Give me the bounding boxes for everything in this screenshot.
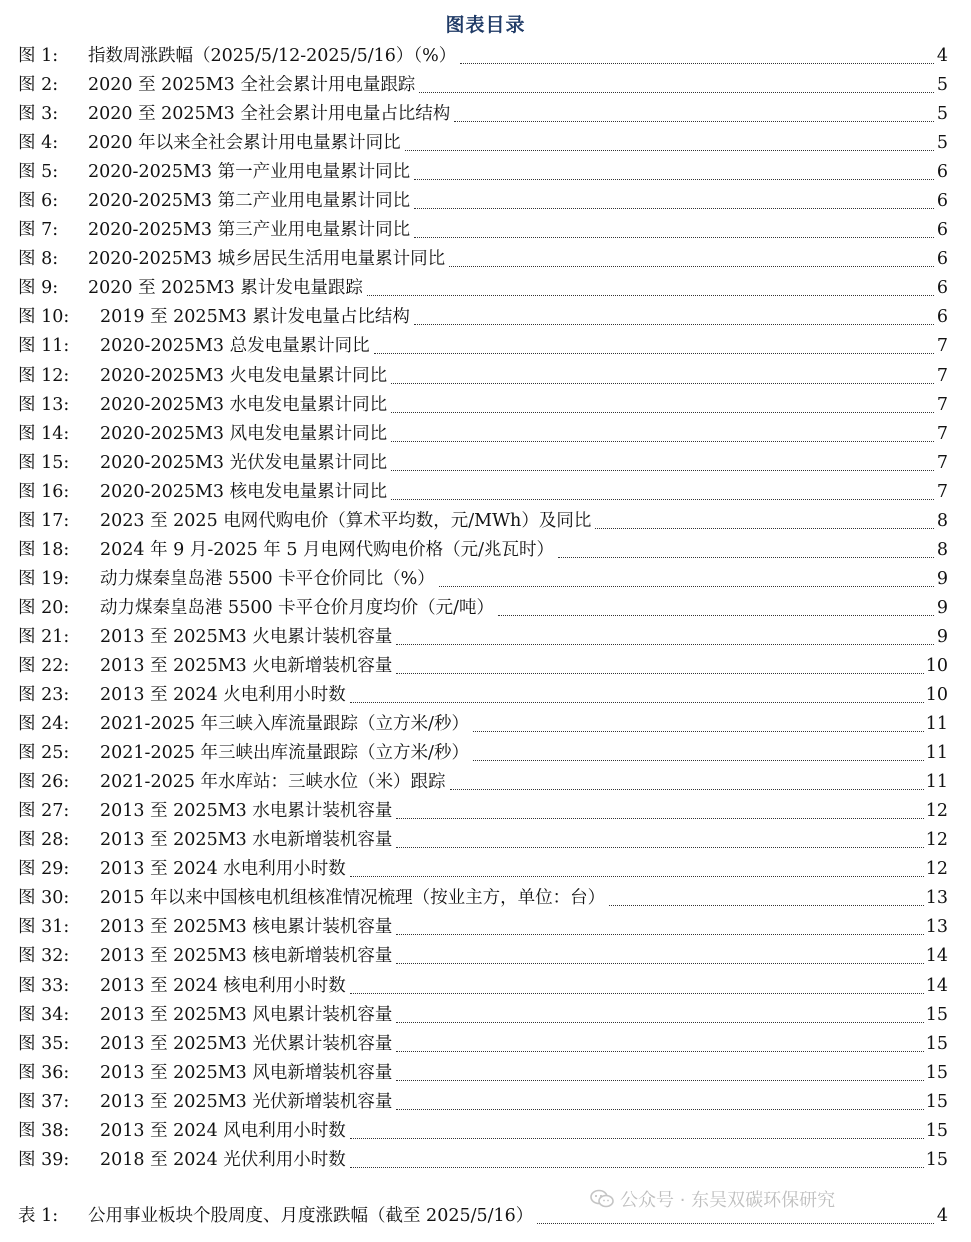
- entry-page-number: 15: [925, 1091, 948, 1112]
- entry-page-number: 7: [936, 452, 948, 473]
- entry-page-number: 7: [936, 365, 948, 386]
- entry-title: 2020 年以来全社会累计用电量累计同比: [88, 133, 401, 154]
- toc-figure-entry[interactable]: [18, 1001, 948, 1030]
- dot-leader: [450, 789, 924, 790]
- dot-leader: [391, 441, 934, 442]
- dot-leader: [391, 470, 934, 471]
- dot-leader: [396, 1109, 923, 1110]
- entry-title: 2013 至 2025M3 水电新增装机容量: [100, 830, 393, 851]
- entry-page-number: 10: [925, 685, 948, 706]
- toc-figure-entry[interactable]: [18, 42, 948, 71]
- entry-page-number: 15: [925, 1004, 948, 1025]
- entry-page-number: 11: [925, 743, 948, 764]
- toc-figure-entry[interactable]: [18, 739, 948, 768]
- toc-figure-entry[interactable]: [18, 420, 948, 449]
- entry-title: 2013 至 2025M3 核电累计装机容量: [100, 917, 393, 938]
- entry-title: 指数周涨跌幅（2025/5/12-2025/5/16）（%）: [88, 46, 457, 67]
- toc-figure-entry[interactable]: [18, 913, 948, 942]
- entry-title: 2020 至 2025M3 全社会累计用电量跟踪: [88, 75, 416, 96]
- entry-title: 2020-2025M3 总发电量累计同比: [100, 336, 370, 357]
- toc-figure-entry[interactable]: [18, 623, 948, 652]
- entry-title: 2013 至 2024 火电利用小时数: [100, 685, 346, 706]
- entry-number: 图 25:: [18, 743, 70, 764]
- dot-leader: [405, 150, 934, 151]
- entry-title: 2020 至 2025M3 累计发电量跟踪: [88, 278, 363, 299]
- toc-figure-entry[interactable]: [18, 332, 948, 361]
- entry-number: 图 1:: [18, 46, 59, 67]
- entry-page-number: 12: [925, 859, 948, 880]
- entry-number: 图 10:: [18, 307, 70, 328]
- entry-number: 图 26:: [18, 772, 70, 793]
- toc-figure-entry[interactable]: [18, 216, 948, 245]
- entry-page-number: 14: [925, 946, 948, 967]
- dot-leader: [419, 92, 934, 93]
- toc-figure-entry[interactable]: [18, 884, 948, 913]
- entry-page-number: 5: [936, 104, 948, 125]
- entry-title: 2021-2025 年三峡入库流量跟踪（立方米/秒）: [100, 714, 469, 735]
- entry-number: 图 23:: [18, 685, 70, 706]
- toc-figure-entry[interactable]: [18, 1088, 948, 1117]
- dot-leader: [396, 1051, 923, 1052]
- entry-page-number: 12: [925, 801, 948, 822]
- dot-leader: [350, 993, 924, 994]
- entry-title: 2013 至 2025M3 火电新增装机容量: [100, 656, 393, 676]
- entry-page-number: 7: [936, 481, 948, 502]
- entry-title: 2020-2025M3 水电发电量累计同比: [100, 394, 388, 415]
- entry-page-number: 7: [936, 394, 948, 415]
- entry-number: 图 21:: [18, 626, 70, 647]
- entry-number: 图 27:: [18, 801, 70, 822]
- entry-page-number: 9: [936, 568, 948, 589]
- dot-leader: [595, 528, 934, 529]
- entry-title: 2013 至 2025M3 水电累计装机容量: [100, 801, 393, 822]
- entry-title: 2021-2025 年三峡出库流量跟踪（立方米/秒）: [100, 743, 469, 764]
- entry-title: 2023 至 2025 电网代购电价（算术平均数，元/MWh）及同比: [100, 510, 592, 531]
- dot-leader: [396, 847, 923, 848]
- entry-number: 图 18:: [18, 539, 70, 560]
- entry-title: 2020-2025M3 光伏发电量累计同比: [100, 452, 388, 473]
- entry-title: 2021-2025 年水库站：三峡水位（米）跟踪: [100, 772, 446, 793]
- dot-leader: [396, 963, 923, 964]
- entry-title: 2020-2025M3 第二产业用电量累计同比: [88, 191, 411, 212]
- dot-leader: [396, 1080, 923, 1081]
- dot-leader: [414, 324, 934, 325]
- entry-number: 图 37:: [18, 1091, 70, 1112]
- toc-figure-entry[interactable]: [18, 565, 948, 594]
- dot-leader: [396, 673, 923, 674]
- toc-figure-entry[interactable]: [18, 536, 948, 565]
- entry-number: 表 1:: [18, 1206, 59, 1227]
- toc-figure-entry[interactable]: [18, 507, 948, 536]
- entry-page-number: 10: [925, 656, 948, 676]
- entry-title: 2020-2025M3 第一产业用电量累计同比: [88, 162, 411, 183]
- entry-number: 图 17:: [18, 510, 70, 531]
- entry-number: 图 15:: [18, 452, 70, 473]
- figure-list: [18, 42, 948, 1175]
- entry-title: 2020-2025M3 第三产业用电量累计同比: [88, 220, 411, 241]
- toc-figure-entry[interactable]: [18, 303, 948, 332]
- entry-title: 2013 至 2025M3 风电累计装机容量: [100, 1004, 393, 1025]
- entry-page-number: 15: [925, 1120, 948, 1141]
- dot-leader: [460, 63, 934, 64]
- toc-figure-entry[interactable]: [18, 449, 948, 478]
- toc-figure-entry[interactable]: [18, 187, 948, 216]
- entry-page-number: 15: [925, 1033, 948, 1054]
- toc-figure-entry[interactable]: [18, 274, 948, 303]
- toc-figure-entry[interactable]: [18, 100, 948, 129]
- entry-number: 图 6:: [18, 191, 59, 212]
- dot-leader: [609, 905, 924, 906]
- entry-page-number: 13: [925, 917, 948, 938]
- dot-leader: [391, 499, 934, 500]
- toc-figure-entry[interactable]: [18, 972, 948, 1001]
- entry-title: 2019 至 2025M3 累计发电量占比结构: [100, 307, 410, 328]
- entry-page-number: 15: [925, 1149, 948, 1170]
- dot-leader: [473, 760, 924, 761]
- entry-page-number: 9: [936, 597, 948, 618]
- dot-leader: [558, 557, 934, 558]
- toc-figure-entry[interactable]: [18, 245, 948, 274]
- dot-leader: [537, 1223, 934, 1224]
- toc-figure-entry[interactable]: [18, 1030, 948, 1059]
- entry-title: 2013 至 2024 核电利用小时数: [100, 975, 346, 996]
- toc-figure-entry[interactable]: [18, 1059, 948, 1088]
- toc-figure-entry[interactable]: [18, 362, 948, 391]
- dot-leader: [350, 1167, 924, 1168]
- entry-number: 图 32:: [18, 946, 70, 967]
- entry-number: 图 16:: [18, 481, 70, 502]
- entry-title: 2013 至 2025M3 核电新增装机容量: [100, 946, 393, 967]
- entry-number: 图 19:: [18, 568, 70, 589]
- entry-number: 图 5:: [18, 162, 59, 183]
- entry-number: 图 36:: [18, 1062, 70, 1083]
- entry-number: 图 22:: [18, 656, 70, 676]
- toc-figure-entry[interactable]: [18, 652, 948, 681]
- dot-leader: [350, 702, 924, 703]
- toc-figure-entry[interactable]: [18, 855, 948, 884]
- toc-figure-entry[interactable]: [18, 1117, 948, 1146]
- entry-number: 图 33:: [18, 975, 70, 996]
- toc-figure-entry[interactable]: [18, 158, 948, 187]
- entry-title: 2013 至 2025M3 风电新增装机容量: [100, 1062, 393, 1083]
- entry-page-number: 6: [936, 191, 948, 212]
- entry-number: 图 39:: [18, 1149, 70, 1170]
- entry-number: 图 12:: [18, 365, 70, 386]
- watermark-text: 公众号 · 东吴双碳环保研究: [620, 1190, 836, 1211]
- entry-page-number: 15: [925, 1062, 948, 1083]
- dot-leader: [391, 383, 934, 384]
- entry-number: 图 24:: [18, 714, 70, 735]
- entry-page-number: 6: [936, 249, 948, 270]
- entry-page-number: 9: [936, 626, 948, 647]
- entry-number: 图 11:: [18, 336, 70, 357]
- dot-leader: [374, 353, 934, 354]
- dot-leader: [396, 818, 923, 819]
- entry-page-number: 11: [925, 714, 948, 735]
- entry-page-number: 6: [936, 162, 948, 183]
- toc-figure-entry[interactable]: [18, 768, 948, 797]
- entry-title: 2013 至 2025M3 光伏新增装机容量: [100, 1091, 393, 1112]
- entry-title: 公用事业板块个股周度、月度涨跌幅（截至 2025/5/16）: [88, 1206, 534, 1227]
- entry-page-number: 7: [936, 336, 948, 357]
- entry-title: 2015 年以来中国核电机组核准情况梳理（按业主方，单位：台）: [100, 888, 606, 909]
- dot-leader: [439, 586, 934, 587]
- entry-number: 图 8:: [18, 249, 59, 270]
- entry-title: 2013 至 2025M3 火电累计装机容量: [100, 626, 393, 647]
- dot-leader: [391, 412, 934, 413]
- entry-number: 图 30:: [18, 888, 70, 909]
- entry-title: 2020 至 2025M3 全社会累计用电量占比结构: [88, 104, 451, 125]
- toc-figure-entry[interactable]: [18, 826, 948, 855]
- entry-page-number: 11: [925, 772, 948, 793]
- dot-leader: [414, 179, 934, 180]
- toc-figure-entry[interactable]: [18, 710, 948, 739]
- entry-page-number: 6: [936, 307, 948, 328]
- toc-figure-entry[interactable]: [18, 129, 948, 158]
- entry-page-number: 4: [936, 1206, 948, 1227]
- entry-page-number: 5: [936, 133, 948, 154]
- entry-page-number: 4: [936, 46, 948, 67]
- entry-number: 图 3:: [18, 104, 59, 125]
- dot-leader: [367, 295, 934, 296]
- entry-title: 2020-2025M3 核电发电量累计同比: [100, 481, 388, 502]
- entry-number: 图 31:: [18, 917, 70, 938]
- watermark: [590, 1185, 835, 1213]
- entry-page-number: 6: [936, 278, 948, 299]
- toc-figure-entry[interactable]: [18, 594, 948, 623]
- entry-number: 图 20:: [18, 597, 70, 618]
- dot-leader: [396, 934, 923, 935]
- toc-figure-entry[interactable]: [18, 797, 948, 826]
- entry-title: 2020-2025M3 火电发电量累计同比: [100, 365, 388, 386]
- toc-figure-entry[interactable]: [18, 681, 948, 710]
- entry-page-number: 6: [936, 220, 948, 241]
- entry-title: 2020-2025M3 风电发电量累计同比: [100, 423, 388, 444]
- dot-leader: [414, 237, 934, 238]
- entry-number: 图 13:: [18, 394, 70, 415]
- entry-title: 2020-2025M3 城乡居民生活用电量累计同比: [88, 249, 446, 270]
- entry-title: 2013 至 2024 水电利用小时数: [100, 859, 346, 880]
- entry-page-number: 7: [936, 423, 948, 444]
- page-title: 图表目录: [445, 14, 526, 36]
- entry-number: 图 34:: [18, 1004, 70, 1025]
- entry-page-number: 14: [925, 975, 948, 996]
- entry-title: 2018 至 2024 光伏利用小时数: [100, 1149, 346, 1170]
- entry-page-number: 8: [936, 510, 948, 531]
- entry-number: 图 38:: [18, 1120, 70, 1141]
- entry-page-number: 12: [925, 830, 948, 851]
- toc-figure-entry[interactable]: [18, 391, 948, 420]
- entry-title: 2013 至 2025M3 光伏累计装机容量: [100, 1033, 393, 1054]
- wechat-icon: [590, 1189, 614, 1209]
- dot-leader: [396, 644, 934, 645]
- dot-leader: [454, 121, 934, 122]
- dot-leader: [350, 1138, 924, 1139]
- dot-leader: [473, 731, 924, 732]
- entry-number: 图 9:: [18, 278, 59, 299]
- toc-figure-entry[interactable]: [18, 942, 948, 971]
- toc-figure-entry[interactable]: [18, 1146, 948, 1175]
- entry-title: 2013 至 2024 风电利用小时数: [100, 1120, 346, 1141]
- entry-number: 图 14:: [18, 423, 70, 444]
- dot-leader: [396, 1022, 923, 1023]
- entry-number: 图 28:: [18, 830, 70, 851]
- entry-title: 2024 年 9 月-2025 年 5 月电网代购电价格（元/兆瓦时）: [100, 539, 555, 560]
- entry-page-number: 13: [925, 888, 948, 909]
- entry-number: 图 4:: [18, 133, 59, 154]
- entry-page-number: 8: [936, 539, 948, 560]
- entry-page-number: 5: [936, 75, 948, 96]
- entry-title: 动力煤秦皇岛港 5500 卡平仓价月度均价（元/吨）: [100, 597, 495, 618]
- toc-figure-entry[interactable]: [18, 71, 948, 100]
- dot-leader: [350, 876, 924, 877]
- toc-figure-entry[interactable]: [18, 478, 948, 507]
- dot-leader: [449, 266, 934, 267]
- entry-title: 动力煤秦皇岛港 5500 卡平仓价同比（%）: [100, 568, 435, 589]
- dot-leader: [498, 615, 934, 616]
- entry-number: 图 7:: [18, 220, 59, 241]
- entry-number: 图 2:: [18, 75, 59, 96]
- entry-number: 图 35:: [18, 1033, 70, 1054]
- dot-leader: [414, 208, 934, 209]
- entry-number: 图 29:: [18, 859, 70, 880]
